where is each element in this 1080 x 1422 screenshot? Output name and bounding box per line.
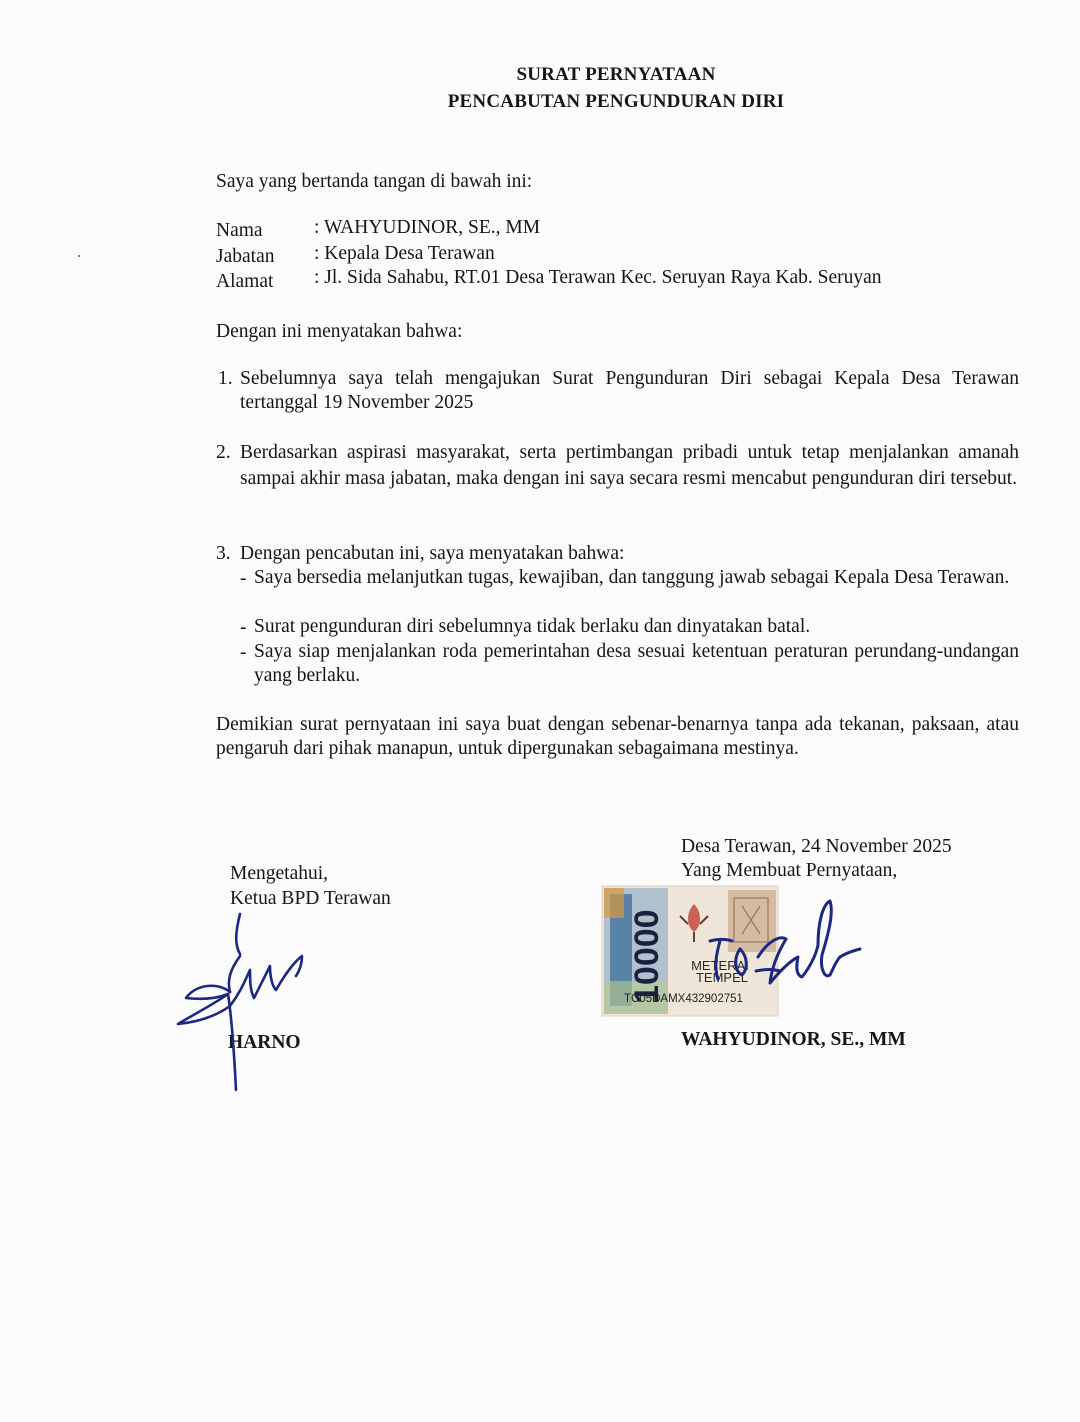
- field-value-nama: : WAHYUDINOR, SE., MM: [314, 217, 541, 238]
- left-sign-line-2: Ketua BPD Terawan: [230, 888, 391, 909]
- left-signature: [170, 900, 330, 1095]
- subitem-2-text: Surat pengunduran diri sebelumnya tidak berlaku dan dinyatakan batal.: [254, 616, 811, 637]
- item-1-text: Sebelumnya saya telah mengajukan Surat Pengunduran Diri sebagai Kepala Desa Terawan tertanggal 19 November 2025: [240, 368, 1019, 413]
- field-label-nama: Nama: [216, 220, 263, 241]
- left-sign-line-1: Mengetahui,: [230, 863, 329, 884]
- stamp-value: 10000: [628, 909, 666, 1004]
- field-value-alamat: : Jl. Sida Sahabu, RT.01 Desa Terawan Kec. Seruyan Raya Kab. Seruyan: [314, 267, 882, 288]
- item-3-number: 3.: [216, 543, 231, 564]
- stamp-label-1: METERAI: [691, 958, 749, 973]
- item-1-number: 1.: [218, 368, 233, 389]
- subitem-2-dash: -: [240, 617, 247, 638]
- item-2-number: 2.: [216, 442, 231, 463]
- right-sign-place-date: Desa Terawan, 24 November 2025: [681, 836, 952, 857]
- field-value-jabatan: : Kepala Desa Terawan: [314, 243, 495, 264]
- subitem-3-dash: -: [240, 642, 247, 663]
- left-sign-name: HARNO: [228, 1032, 301, 1053]
- field-label-alamat: Alamat: [216, 271, 274, 292]
- title-line-2: PENCABUTAN PENGUNDURAN DIRI: [447, 91, 785, 112]
- statement-text: Dengan ini menyatakan bahwa:: [216, 321, 463, 342]
- field-label-jabatan: Jabatan: [216, 246, 275, 267]
- item-3-text: Dengan pencabutan ini, saya menyatakan bahwa:: [240, 543, 625, 564]
- right-sign-name: WAHYUDINOR, SE., MM: [681, 1029, 906, 1050]
- right-sign-role: Yang Membuat Pernyataan,: [681, 860, 898, 881]
- stamp-label-2: TEMPEL: [695, 970, 749, 985]
- scan-speck: [78, 255, 80, 257]
- subitem-1-text: Saya bersedia melanjutkan tugas, kewajiban, dan tanggung jawab sebagai Kepala Desa Terawan.: [254, 567, 1010, 588]
- title-line-1: SURAT PERNYATAAN: [516, 64, 716, 85]
- item-2-text: Berdasarkan aspirasi masyarakat, serta pertimbangan pribadi untuk tetap menjalankan amanah sampai akhir masa jabatan, maka dengan ini saya secara resmi mencabut pengunduran diri tersebut.: [240, 442, 1019, 489]
- intro-text: Saya yang bertanda tangan di bawah ini:: [216, 171, 533, 192]
- subitem-1-dash: -: [240, 568, 247, 589]
- stamp-value-group: [628, 909, 666, 1004]
- stamp-serial: TC05DAMX432902751: [624, 993, 743, 1005]
- right-signature: [700, 895, 870, 1005]
- subitem-3-text: Saya siap menjalankan roda pemerintahan desa sesuai ketentuan peraturan perundang-undangan yang berlaku.: [254, 641, 1019, 686]
- closing-paragraph: Demikian surat pernyataan ini saya buat dengan sebenar-benarnya tanpa ada tekanan, paksaan, atau pengaruh dari pihak manapun, untuk dipergunakan sebagaimana mestinya.: [216, 714, 1019, 759]
